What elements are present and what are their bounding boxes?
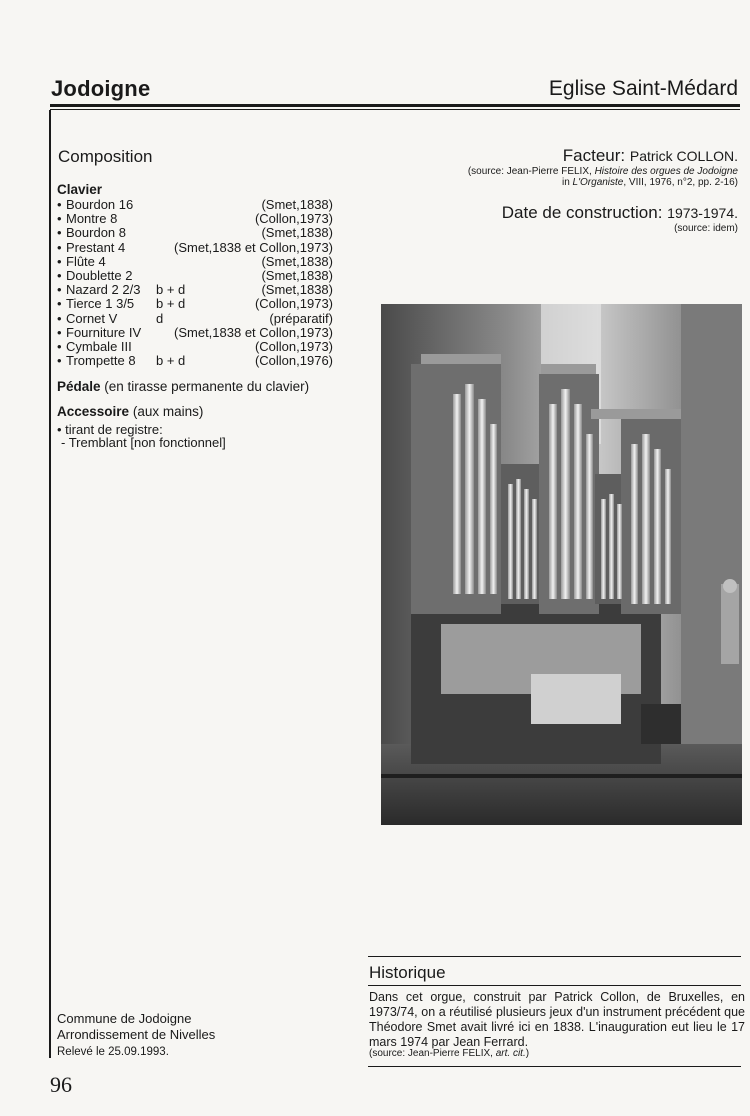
bullet: • xyxy=(57,282,62,298)
pedale-line xyxy=(57,379,309,394)
stop-source: (Smet,1838) xyxy=(261,282,333,298)
date-source: (source: idem) xyxy=(674,223,738,234)
stop-row xyxy=(57,269,333,283)
date-line xyxy=(502,203,738,223)
stop-source: (Collon,1973) xyxy=(254,211,333,227)
facteur-source-text: , VIII, 1976, n°2, pp. 2-16) xyxy=(623,176,738,188)
stop-name: Flûte 4 xyxy=(66,253,106,269)
stop-source: (préparatif) xyxy=(269,310,333,326)
stop-split: b + d xyxy=(156,353,186,369)
accessoire-list xyxy=(57,423,226,449)
organ-photo xyxy=(381,304,742,825)
accessoire-line xyxy=(57,404,203,419)
historique-text: Dans cet orgue, construit par Patrick Collon, de Bruxelles, en 1973/74, on a réutilisé plusieurs jeux d'un instrument précédent que Théodore Smet avait livré ici en 1838. L'inauguration eut lieu le 17 mars 1974 par Jean Ferrard. xyxy=(369,990,745,1049)
pedale-heading: Pédale xyxy=(57,379,101,394)
bullet: • xyxy=(57,338,62,354)
historique-source-ref: art. cit. xyxy=(495,1048,526,1059)
stop-name: Doublette 2 xyxy=(66,267,133,283)
stop-source: (Smet,1838) xyxy=(261,225,333,241)
stop-row xyxy=(57,354,333,368)
bullet: • xyxy=(57,211,62,227)
arrondissement-name: Arrondissement de Nivelles xyxy=(57,1026,216,1042)
stop-row xyxy=(57,241,333,255)
left-margin-rule xyxy=(49,110,51,1058)
stop-name: Cornet V xyxy=(66,310,118,326)
stop-name: Fourniture IV xyxy=(66,324,142,340)
bullet: • xyxy=(57,296,62,312)
stop-name: Bourdon 8 xyxy=(66,225,126,241)
bullet: • xyxy=(57,267,62,283)
accessoire-item: - Tremblant [non fonctionnel] xyxy=(61,435,226,450)
bullet: • xyxy=(57,239,62,255)
historique-rule-bottom xyxy=(368,1066,741,1067)
stop-name: Prestant 4 xyxy=(66,239,126,255)
page-number: 96 xyxy=(50,1072,72,1097)
bullet: • xyxy=(57,225,62,241)
facteur-source-title: Histoire des orgues de Jodoigne xyxy=(594,166,738,177)
stop-source: (Collon,1973) xyxy=(254,296,333,312)
stop-name: Trompette 8 xyxy=(66,353,136,369)
stop-split: b + d xyxy=(156,282,186,298)
commune-block xyxy=(57,1011,215,1042)
bullet: • xyxy=(57,197,62,212)
stop-source: (Smet,1838 et Collon,1973) xyxy=(174,324,333,340)
historique-source-text: (source: Jean-Pierre FELIX, xyxy=(369,1048,496,1059)
stop-row xyxy=(57,212,333,226)
accessoire-item: • tirant de registre: xyxy=(57,422,163,437)
stop-row xyxy=(57,326,333,340)
facteur-source-journal: L'Organiste xyxy=(572,176,624,188)
stop-name: Bourdon 16 xyxy=(66,197,134,212)
pedale-note: (en tirasse permanente du clavier) xyxy=(104,379,310,394)
stop-source: (Collon,1973) xyxy=(254,338,333,354)
header-rule-thin xyxy=(50,109,740,110)
stop-split: b + d xyxy=(156,296,186,312)
stop-source: (Smet,1838) xyxy=(261,253,333,269)
facteur-source xyxy=(468,167,738,188)
facteur-label: Facteur: xyxy=(562,146,626,165)
facteur-source-text: in xyxy=(561,176,573,188)
stop-source: (Smet,1838 et Collon,1973) xyxy=(174,239,333,255)
survey-date: Relevé le 25.09.1993. xyxy=(57,1046,169,1058)
facteur-value: Patrick COLLON. xyxy=(629,148,738,164)
accessoire-note: (aux mains) xyxy=(132,404,204,419)
stop-name: Montre 8 xyxy=(66,211,118,227)
stop-row xyxy=(57,297,333,311)
page-title: Jodoigne xyxy=(51,76,151,101)
stop-row xyxy=(57,226,333,240)
stop-row xyxy=(57,312,333,326)
church-name: Eglise Saint-Médard xyxy=(548,77,738,100)
stop-list xyxy=(57,198,333,368)
stop-name: Tierce 1 3/5 xyxy=(66,296,135,312)
bullet: • xyxy=(57,253,62,269)
historique-source-text: ) xyxy=(525,1048,530,1059)
stop-row xyxy=(57,340,333,354)
historique-rule-top xyxy=(368,956,741,957)
historique-source xyxy=(369,1048,529,1059)
stop-source: (Smet,1838) xyxy=(261,197,333,212)
stop-name: Cymbale III xyxy=(66,338,132,354)
historique-heading: Historique xyxy=(369,963,446,982)
stop-row xyxy=(57,283,333,297)
stop-name: Nazard 2 2/3 xyxy=(66,282,141,298)
composition-heading: Composition xyxy=(58,147,153,166)
date-value: 1973-1974. xyxy=(667,205,738,221)
date-label: Date de construction: xyxy=(501,203,663,222)
stop-source: (Collon,1976) xyxy=(254,353,333,369)
accessoire-heading: Accessoire xyxy=(57,404,130,419)
stop-split: d xyxy=(156,310,164,326)
bullet: • xyxy=(57,324,62,340)
historique-rule xyxy=(368,985,741,986)
stop-row xyxy=(57,255,333,269)
facteur-line xyxy=(563,146,738,166)
bullet: • xyxy=(57,310,62,326)
header-rule xyxy=(50,104,740,107)
facteur-source-text: (source: Jean-Pierre FELIX, xyxy=(467,166,595,177)
commune-name: Commune de Jodoigne xyxy=(57,1011,192,1026)
bullet: • xyxy=(57,353,62,369)
clavier-heading: Clavier xyxy=(57,182,103,197)
stop-source: (Smet,1838) xyxy=(261,267,333,283)
stop-row xyxy=(57,198,333,212)
